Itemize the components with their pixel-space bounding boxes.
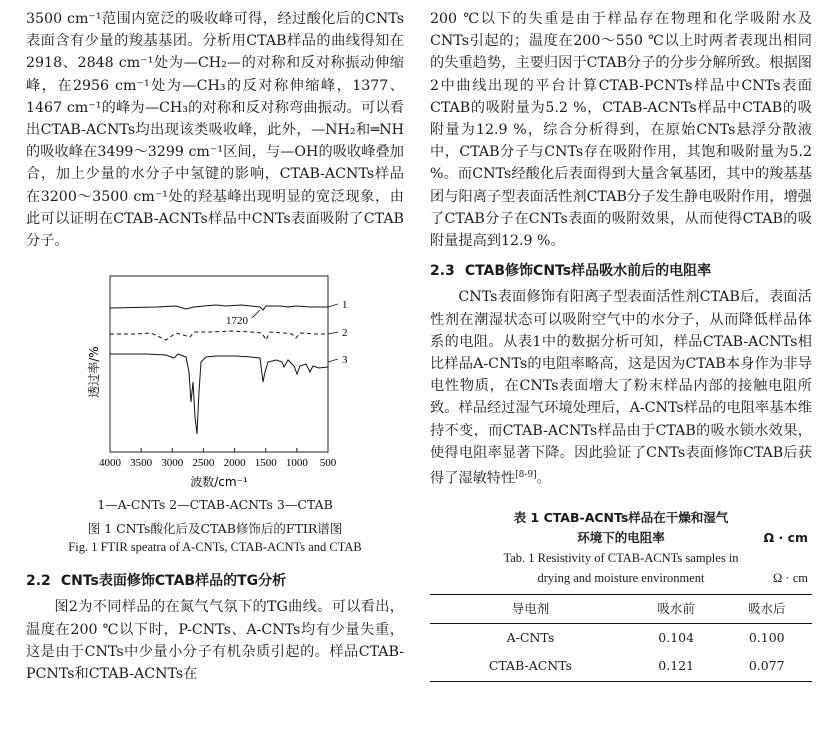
table-title-en: Tab. 1 Resistivity of CTAB-ACNTs samples in — [503, 551, 739, 565]
ftir-spectra-plot — [26, 262, 404, 492]
left-column — [26, 8, 404, 685]
table-row — [430, 652, 812, 681]
table-row — [430, 624, 812, 653]
annotation-pointer — [252, 310, 260, 318]
table-header-cell: 吸水前 — [631, 595, 722, 624]
x-axis-label: 波数/cm⁻¹ — [190, 475, 248, 490]
body-paragraph: 200 ℃以下的失重是由于样品存在物理和化学吸附水及CNTs引起的；温度在200～550 ℃以上时两者表现出相同的失重趋势，主要归因于CTAB分子的分步分解所致。根据图2中曲线出现的平台计算CTAB-PCNTs样品中CNTs表面CTAB的吸附量为5.2 %，CTAB-ACNTs样品中CTAB的吸附量为12.9 %，综合分析得到，在原始CNTs悬浮分散液中，CTAB分子与CNTs存在吸附作用，其饱和吸附量为5.2 %。而CNTs经酸化后表面得到大量含氧基团，其中的羧基基团与阳离子型表面活性剂CTAB分子发生静电吸附作用，增强了CTAB分子在CNTs表面的吸附效果，从而使得CTAB的吸附量提高到12.9 %。 — [430, 11, 812, 250]
table-unit-en: Ω · cm — [773, 571, 808, 585]
figure-caption-en: Fig. 1 FTIR speatra of A-CNTs, CTAB-ACNTs and CTAB — [68, 540, 362, 555]
x-axis-ticks — [99, 448, 337, 469]
figure-ftir — [26, 262, 404, 562]
x-tick-label: 4000 — [99, 457, 121, 470]
table-header-cell: 吸水后 — [721, 595, 812, 624]
table-cell: 0.121 — [631, 652, 722, 681]
x-tick-label: 500 — [319, 457, 337, 470]
body-paragraph: 图2为不同样品的在氮气气氛下的TG曲线。可以看出，温度在200 ℃以下时，P-CNTs、A-CNTs均有少量失重，这是由于CNTs中少量小分子有机杂质引起的。样品CTAB-PCNTs和CTAB-ACNTs在 — [26, 599, 404, 683]
curve-label-1: 1 — [342, 299, 348, 312]
x-tick-label: 2000 — [223, 457, 246, 470]
annotation-1720: 1720 — [226, 315, 248, 328]
x-tick-label: 3500 — [130, 457, 153, 470]
table-cell: 0.100 — [748, 630, 785, 646]
table-header-row — [430, 595, 812, 624]
table-title-cn-line2: 环境下的电阻率 Ω · cm — [430, 528, 812, 548]
table-header-cell: 导电剂 — [430, 595, 631, 624]
resistivity-table — [430, 594, 812, 682]
x-tick-label: 2500 — [192, 457, 215, 470]
curve-a-cnts — [110, 305, 328, 310]
curve-ctab-acnts — [110, 331, 328, 340]
curve-label-3: 3 — [342, 354, 348, 367]
x-tick-label: 1000 — [285, 457, 308, 470]
table-cell: 0.077 — [721, 652, 812, 681]
right-column — [430, 8, 812, 682]
table-title-cn: 表 1 CTAB-ACNTs样品在干燥和湿气 — [513, 510, 729, 525]
section-heading-2-2: 2.2 CNTs表面修饰CTAB样品的TG分析 — [26, 573, 287, 590]
curve-ctab — [110, 354, 328, 434]
body-paragraph: 3500 cm⁻¹范围内宽泛的吸收峰可得，经过酸化后的CNTs表面含有少量的羧基基团。分析用CTAB样品的曲线得知在2918、2848 cm⁻¹处为—CH₂—的对称和反对称振动伸缩峰，在2956 cm⁻¹处为—CH₃的反对称伸缩峰，1377、1467 cm⁻¹的峰为—CH₃的对称和反对称弯曲振动。可以看出CTAB-ACNTs均出现该类吸收峰，此外，—NH₂和═NH的吸收峰在3499～3299 cm⁻¹区间，与—OH的吸收峰叠加合，加上少量的水分子中氢键的影响，CTAB-ACNTs样品在3200～3500 cm⁻¹处的羟基峰出现明显的宽泛现象，由此可以证明在CTAB-ACNTs样品中CNTs表面吸附了CTAB分子。 — [26, 11, 404, 250]
table-1-block — [430, 508, 812, 682]
figure-legend: 1—A-CNTs 2—CTAB-ACNTs 3—CTAB — [97, 497, 333, 513]
table-cell: 0.104 — [658, 630, 695, 646]
section-heading-2-3: 2.3 CTAB修饰CNTs样品吸水前后的电阻率 — [430, 263, 712, 280]
y-axis-label: 透过率/% — [87, 346, 101, 398]
table-cell: CTAB-ACNTs — [430, 652, 631, 681]
x-tick-label: 3000 — [161, 457, 184, 470]
table-title-en-line2: drying and moisture environment Ω · cm — [430, 568, 812, 588]
body-paragraph: CNTs表面修饰有阳离子型表面活性剂CTAB后，表面活性剂在潮湿状态可以吸附空气中的水分子，从而降低样品体系的电阻。从表1中的数据分析可知，样品CTAB-ACNTs相比样品A-CNTs的电阻率略高，这是因为CTAB本身作为非导电性物质，在CNTs表面增大了粉末样品内部的接触电阻所致。样品经过湿气环境处理后，A-CNTs样品的电阻率基本维持不变，而CTAB-ACNTs样品由于CTAB的吸水锁水效果，使得电阻率显著下降。因此验证了CNTs表面修饰CTAB后获得了湿敏特性[8-9]。 — [430, 289, 812, 487]
x-tick-label: 1500 — [254, 457, 277, 470]
curve-label-2: 2 — [342, 327, 348, 340]
plot-frame — [110, 276, 328, 452]
figure-caption-cn: 图 1 CNTs酸化后及CTAB修饰后的FTIR谱图 — [87, 521, 343, 537]
table-cell: A-CNTs — [506, 630, 555, 646]
table-unit: Ω · cm — [763, 530, 808, 545]
reference-citation[interactable]: [8-9] — [515, 470, 537, 481]
